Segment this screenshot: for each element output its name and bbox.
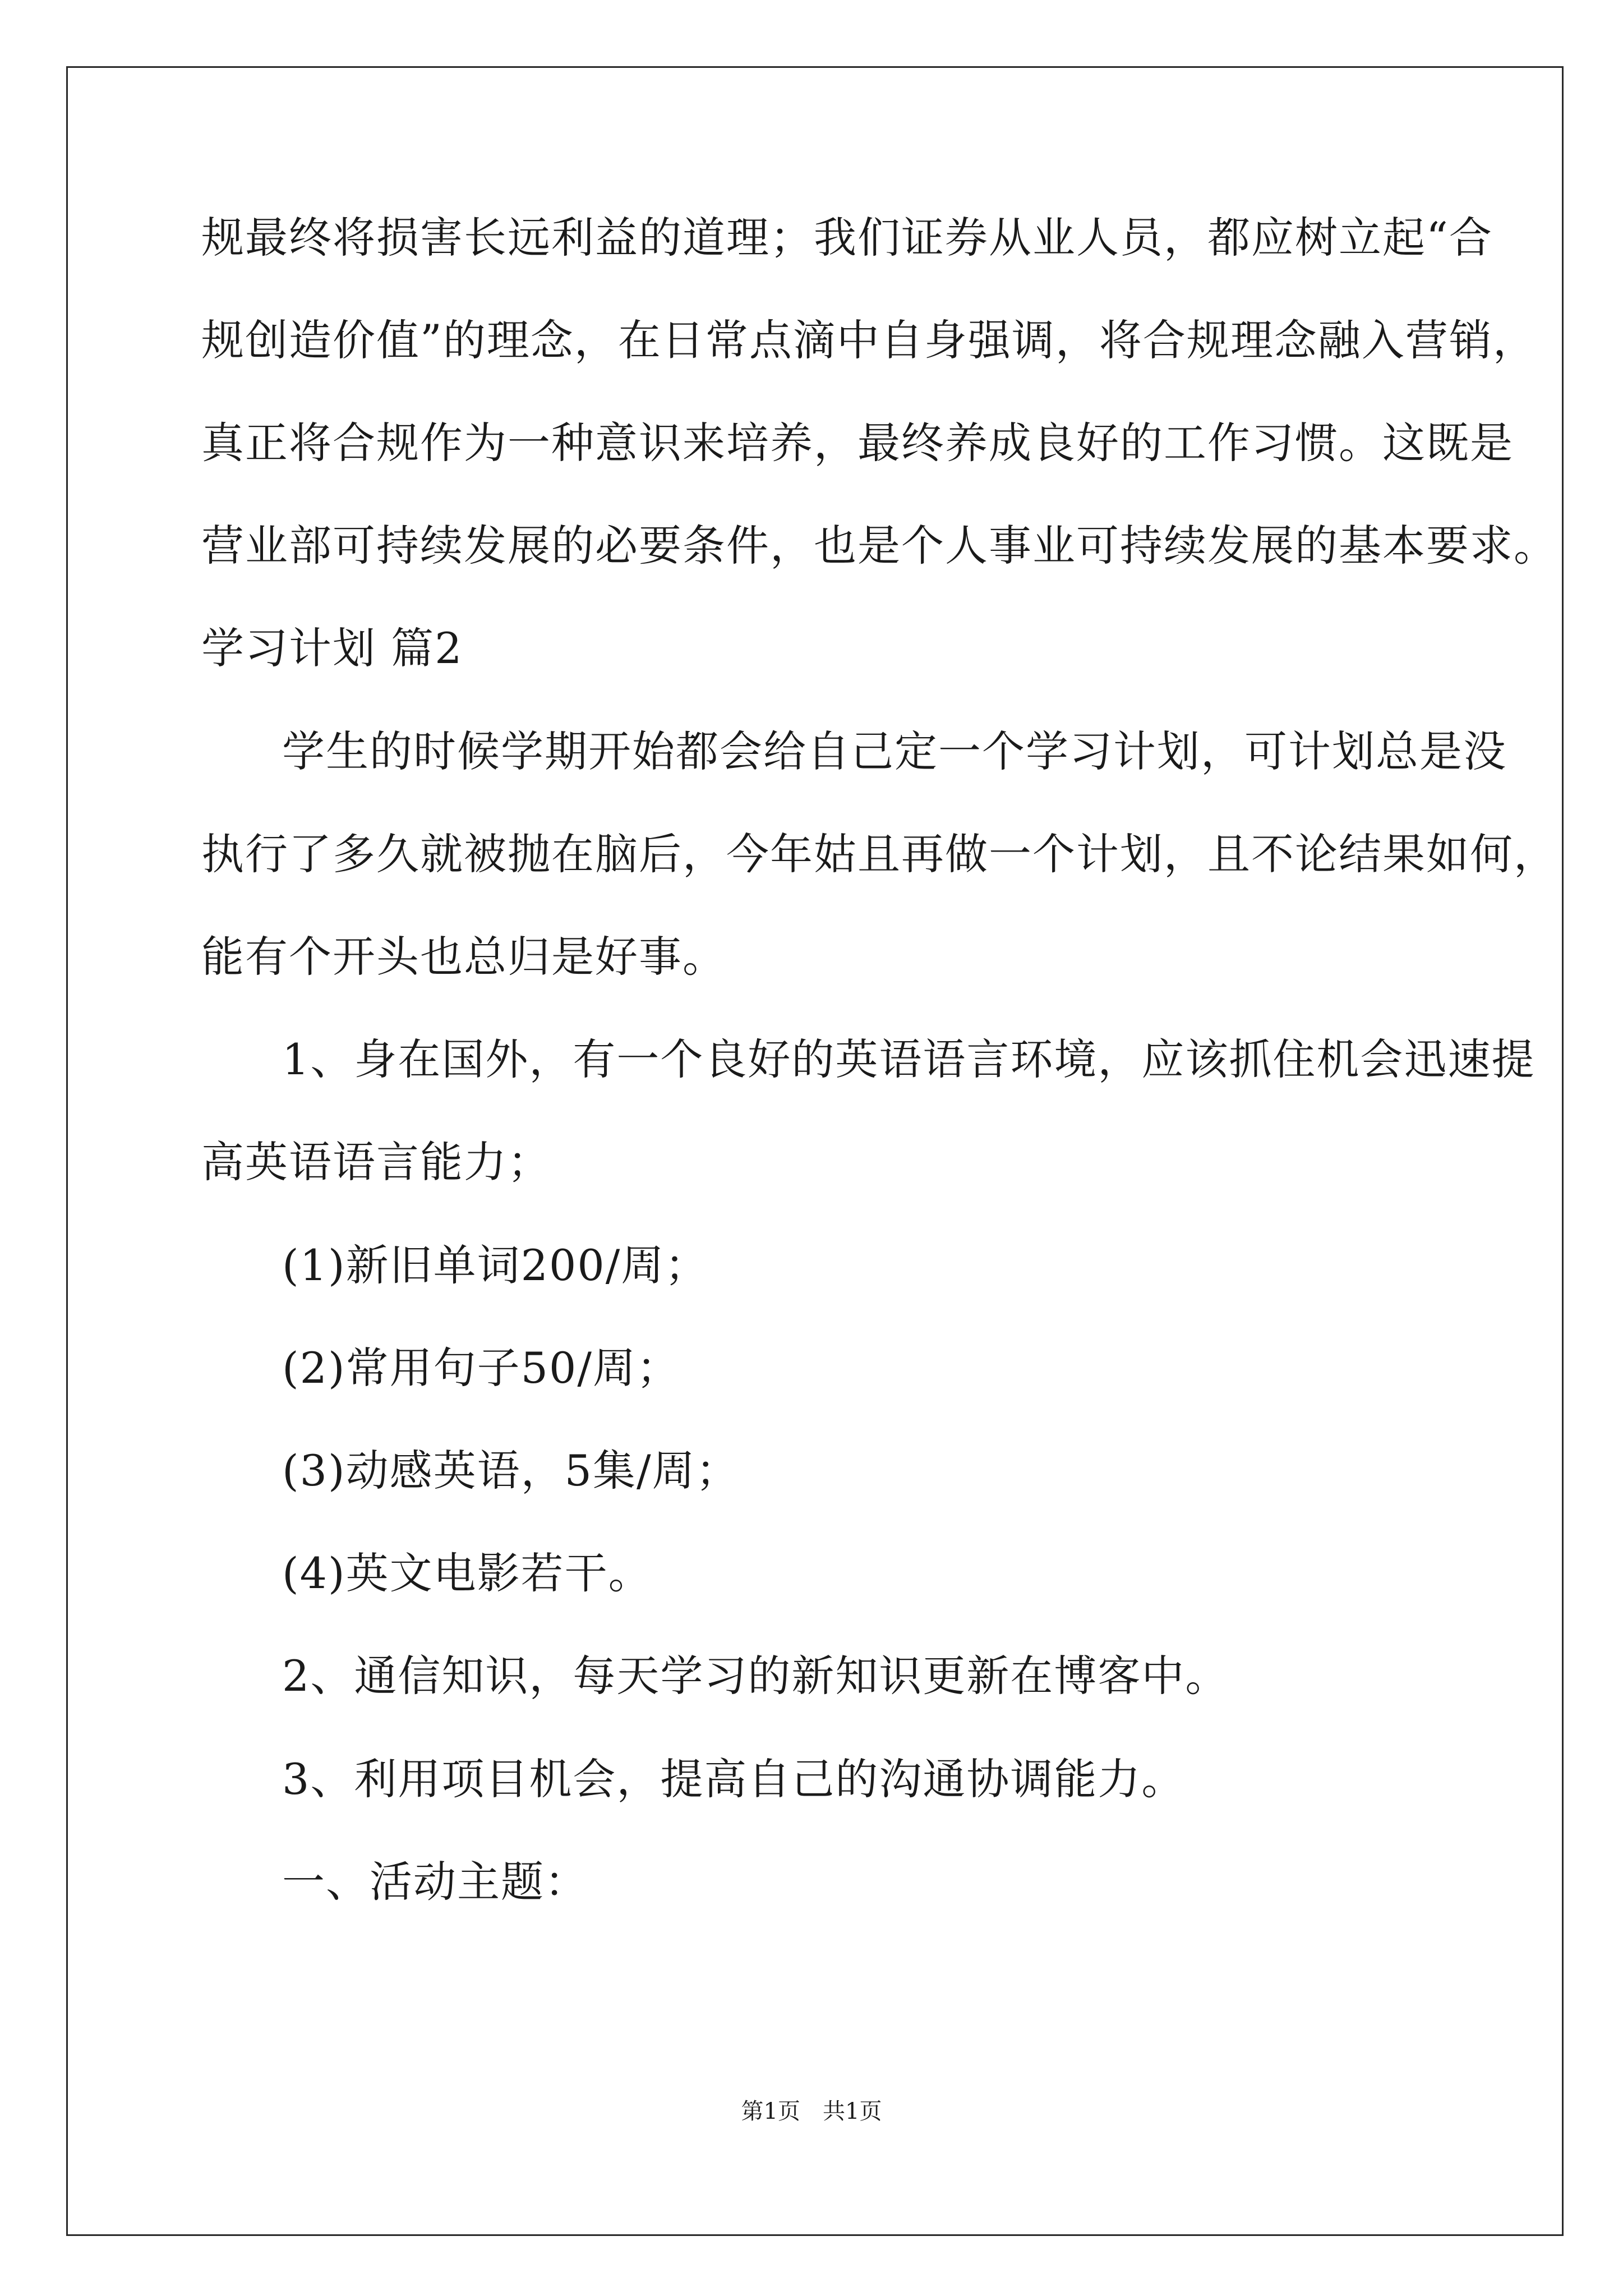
paragraph-line: 真正将合规作为一种意识来培养，最终养成良好的工作习惯。这既是 — [201, 418, 1514, 468]
paragraph-line: 学生的时候学期开始都会给自己定一个学习计划，可计划总是没 — [282, 726, 1507, 776]
list-item: (1)新旧单词200/周； — [282, 1240, 709, 1290]
list-item: 3、利用项目机会，提高自己的沟通协调能力。 — [282, 1754, 1186, 1804]
section-heading: 一、活动主题： — [282, 1857, 588, 1907]
paragraph-line: 执行了多久就被抛在脑后，今年姑且再做一个计划，且不论结果如何， — [201, 829, 1557, 879]
list-item: 2、通信知识，每天学习的新知识更新在博客中。 — [282, 1651, 1229, 1701]
list-item: (4)英文电影若干。 — [282, 1548, 652, 1598]
list-item: (2)常用句子50/周； — [282, 1343, 680, 1393]
paragraph-line: 高英语语言能力； — [201, 1137, 551, 1187]
list-item: 1、身在国外，有一个良好的英语语言环境，应该抓住机会迅速提 — [282, 1034, 1536, 1084]
paragraph-line: 规最终将损害长远利益的道理；我们证券从业人员，都应树立起“合 — [201, 213, 1493, 263]
page-number: 第1页 共1页 — [741, 2099, 882, 2124]
paragraph-line: 营业部可持续发展的必要条件，也是个人事业可持续发展的基本要求。 — [201, 521, 1557, 570]
list-item: (3)动感英语，5集/周； — [282, 1446, 740, 1496]
paragraph-line: 能有个开头也总归是好事。 — [201, 932, 726, 982]
paragraph-line: 规创造价值”的理念，在日常点滴中自身强调，将合规理念融入营销， — [201, 315, 1537, 365]
section-heading: 学习计划 篇2 — [201, 623, 463, 673]
